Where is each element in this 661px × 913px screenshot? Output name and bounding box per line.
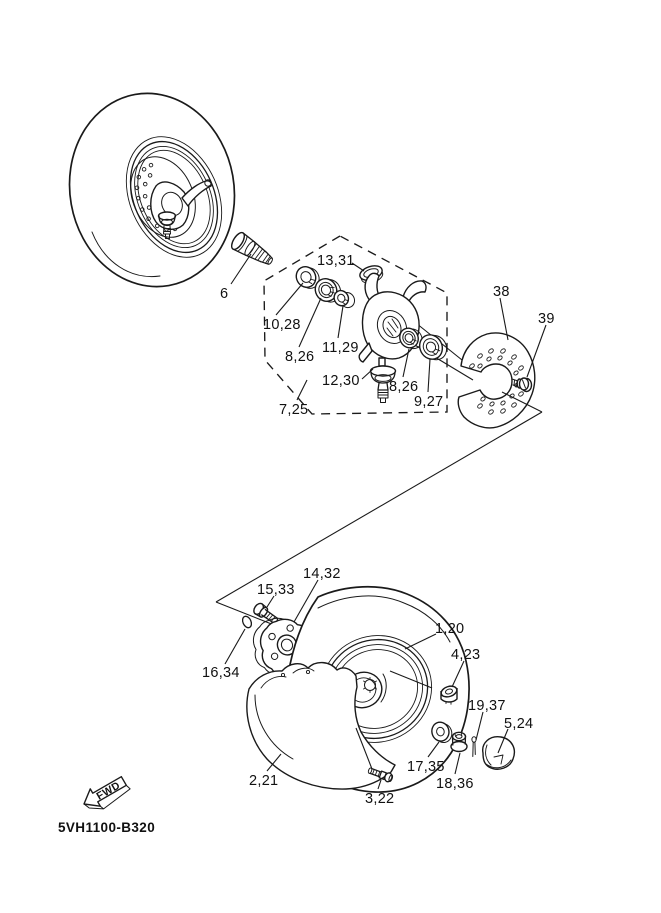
callout-label-16: 19,37 bbox=[468, 698, 506, 714]
leader-line-10 bbox=[527, 325, 546, 377]
leader-line-2 bbox=[299, 298, 321, 347]
leader-line-3 bbox=[338, 306, 343, 338]
callout-label-3: 11,29 bbox=[322, 340, 359, 356]
callout-label-2: 8,26 bbox=[285, 349, 315, 365]
callout-label-18: 17,35 bbox=[407, 759, 445, 775]
callout-label-0: 6 bbox=[220, 286, 229, 302]
callout-label-4: 12,30 bbox=[322, 373, 360, 389]
callout-label-5: 7,25 bbox=[279, 402, 309, 418]
wheel-spindle-6 bbox=[229, 231, 276, 270]
leader-line-5 bbox=[297, 380, 307, 400]
callout-label-11: 14,32 bbox=[303, 566, 341, 582]
callout-label-9: 38 bbox=[493, 284, 510, 300]
callout-label-7: 8,26 bbox=[389, 379, 419, 395]
callout-label-19: 18,36 bbox=[436, 776, 474, 792]
callout-label-14: 1,20 bbox=[435, 621, 465, 637]
leader-line-1 bbox=[276, 283, 303, 315]
callout-label-20: 2,21 bbox=[249, 773, 279, 789]
leader-line-13 bbox=[225, 629, 245, 664]
part-code: 5VH1100-B320 bbox=[58, 820, 156, 835]
callout-label-21: 3,22 bbox=[365, 791, 395, 807]
callout-label-12: 15,33 bbox=[257, 582, 295, 598]
knuckle-on-wheel bbox=[151, 182, 189, 229]
leader-line-19 bbox=[455, 753, 460, 774]
steering-knuckle bbox=[359, 273, 426, 366]
callout-label-10: 39 bbox=[538, 311, 555, 327]
fwd-arrow bbox=[79, 772, 132, 817]
callout-label-8: 9,27 bbox=[414, 394, 444, 410]
front-wheel-assembled bbox=[54, 80, 249, 300]
callout-label-17: 5,24 bbox=[504, 716, 534, 732]
leader-line-8 bbox=[428, 359, 430, 392]
o-ring-16-34 bbox=[241, 615, 253, 629]
callout-label-6: 13,31 bbox=[317, 253, 355, 269]
fwd-label: FWD bbox=[94, 779, 123, 803]
steering-arm bbox=[182, 181, 211, 206]
cotter-pin-19-37 bbox=[472, 737, 476, 757]
callout-label-15: 4,23 bbox=[451, 647, 481, 663]
callout-label-1: 10,28 bbox=[263, 317, 301, 333]
leader-line-0 bbox=[231, 254, 251, 284]
callout-label-13: 16,34 bbox=[202, 665, 240, 681]
leader-line-16 bbox=[476, 712, 483, 740]
